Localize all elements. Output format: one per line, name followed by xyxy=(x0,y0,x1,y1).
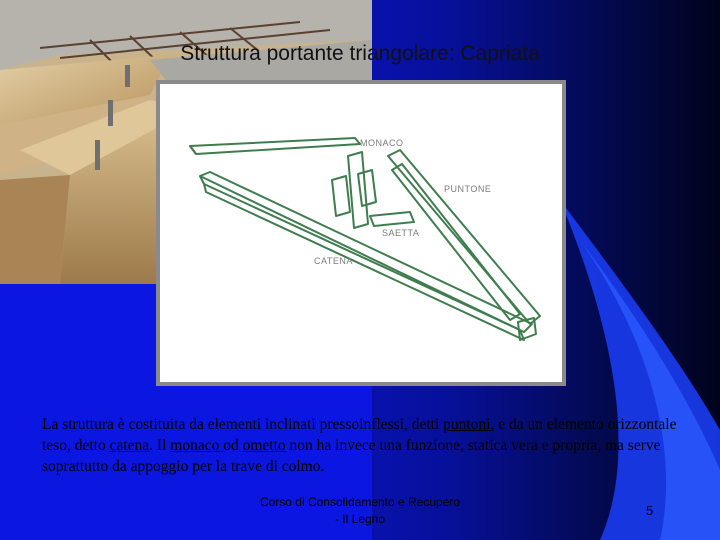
body-text-2: , e da un elemento orizzontale teso, detto xyxy=(42,416,677,454)
footer-line-2: - Il Legno xyxy=(334,512,386,526)
label-saetta: SAETTA xyxy=(382,228,420,238)
page-number: 5 xyxy=(646,503,654,518)
label-monaco: MONACO xyxy=(360,138,404,148)
truss-drawing xyxy=(160,84,562,382)
footer-line-1: Corso di Consolidamento e Recupero xyxy=(259,495,461,509)
slide-title: Struttura portante triangolare: Capriata xyxy=(180,42,540,65)
truss-drawing-frame xyxy=(156,80,566,386)
footer xyxy=(240,494,480,528)
term-catena: catena xyxy=(109,437,150,454)
body-text-5: non ha invece una funzione, statica vera e propria, ma serve soprattutto da appoggio per la trave di colmo. xyxy=(42,437,661,475)
body-text-1: La struttura è costituita da elementi inclinati pressoinflessi, detti xyxy=(42,416,444,433)
body-text-4: od xyxy=(223,437,243,454)
body-text-3: . Il xyxy=(149,437,171,454)
label-catena: CATENA xyxy=(314,256,353,266)
term-puntoni: puntoni xyxy=(443,416,491,433)
label-puntone: PUNTONE xyxy=(444,184,492,194)
term-monaco: monaco xyxy=(170,437,224,454)
truss-diagram xyxy=(160,84,562,382)
body-paragraph xyxy=(42,414,702,477)
term-ometto: ometto xyxy=(242,437,286,454)
